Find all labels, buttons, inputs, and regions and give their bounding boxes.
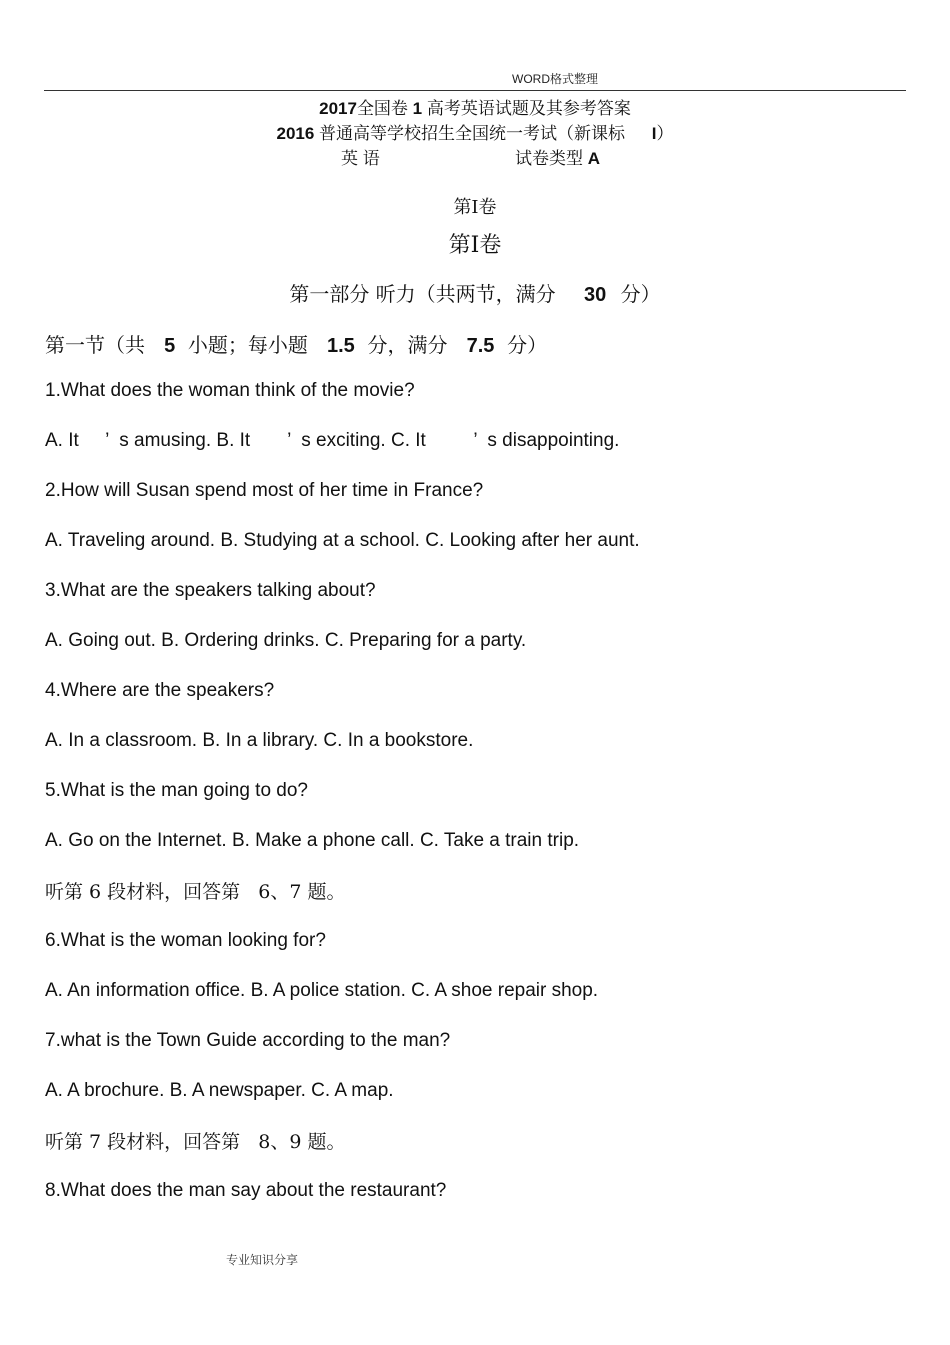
sec1-a: 第一节（共 (45, 333, 145, 357)
section1-heading (45, 329, 547, 358)
sec1-b: 5 (164, 335, 176, 357)
sec1-g: 分） (507, 333, 548, 357)
title2-roman: I (651, 124, 657, 143)
options-7: A. A brochure. B. A newspaper. C. A map. (45, 1080, 394, 1101)
title2-rest: 普通高等学校招生全国统一考试（新课标 (319, 124, 626, 143)
question-6: 6.What is the woman looking for? (45, 930, 326, 951)
part1-post: 分） (620, 282, 661, 306)
title1-year: 2017 (319, 99, 357, 118)
question-5: 5.What is the man going to do? (45, 780, 308, 801)
part1-pre: 第一部分 听力（共两节，满分 (289, 282, 556, 306)
title2-year: 2016 (276, 124, 315, 143)
subject-name: 英 语 (341, 149, 380, 168)
question-7: 7.what is the Town Guide according to the man? (45, 1030, 451, 1051)
sec1-d: 1.5 (327, 335, 355, 357)
part1-score: 30 (584, 284, 607, 306)
title1-rest: 高考英语试题及其参考答案 (426, 99, 631, 118)
question-1: 1.What does the woman think of the movie? (45, 380, 415, 401)
instruction-6: 听第 6 段材料，回答第 6、7 题。 (45, 881, 346, 903)
paper-type-value: A (587, 149, 601, 168)
question-8: 8.What does the man say about the restaurant? (45, 1180, 447, 1201)
page-footer: 专业知识分享 (226, 1253, 299, 1267)
question-4: 4.Where are the speakers? (45, 680, 275, 701)
instruction-7: 听第 7 段材料，回答第 8、9 题。 (45, 1131, 346, 1153)
exam-title (0, 119, 950, 144)
part1-heading (0, 278, 950, 307)
options-5: A. Go on the Internet. B. Make a phone call. C. Take a train trip. (45, 830, 580, 851)
options-6: A. An information office. B. A police station. C. A shoe repair shop. (45, 980, 599, 1001)
sec1-c: 小题；每小题 (187, 333, 308, 357)
section-heading-large: 第Ⅰ卷 (448, 233, 502, 258)
question-2: 2.How will Susan spend most of her time in France? (45, 480, 484, 501)
paper-type-label: 试卷类型 (515, 149, 583, 168)
title1-mid: 全国卷 (356, 99, 408, 118)
paper-type (515, 144, 600, 169)
header-rule (44, 90, 906, 91)
sec1-e: 分，满分 (367, 333, 448, 357)
sec1-f: 7.5 (466, 335, 495, 357)
document-title (0, 94, 950, 119)
page-header (0, 70, 950, 90)
section-heading-small: 第Ⅰ卷 (453, 197, 497, 218)
title2-close: ） (656, 124, 674, 143)
options-1: A. It ’ s amusing. B. It ’ s exciting. C. It ’ s disappointing. (45, 430, 620, 451)
options-2: A. Traveling around. B. Studying at a school. C. Looking after her aunt. (45, 530, 640, 551)
header-watermark: WORD格式整理 (512, 72, 598, 86)
options-4: A. In a classroom. B. In a library. C. In a bookstore. (45, 730, 474, 751)
options-3: A. Going out. B. Ordering drinks. C. Preparing for a party. (45, 630, 527, 651)
title1-num: 1 (412, 99, 423, 118)
question-3: 3.What are the speakers talking about? (45, 580, 376, 601)
